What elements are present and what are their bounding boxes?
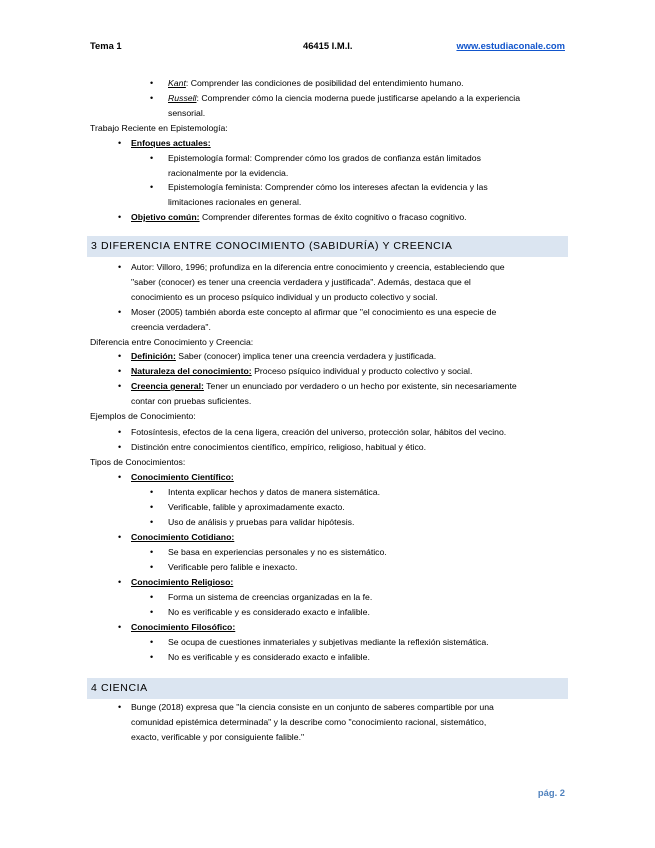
moser-item-cont: creencia verdadera".: [131, 322, 211, 332]
belief-item-cont: contar con pruebas suficientes.: [131, 396, 252, 406]
bullet-icon: •: [118, 702, 122, 712]
common-goal-item: Objetivo común: Comprender diferentes formas de éxito cognitivo o fracaso cognitivo.: [131, 212, 467, 222]
nature-item: Naturaleza del conocimiento: Proceso psíquico individual y producto colectivo y social.: [131, 366, 473, 376]
header-website-link[interactable]: www.estudiaconale.com: [456, 40, 565, 51]
philosophical-knowledge-label: Conocimiento Filosófico:: [131, 622, 236, 632]
difference-label: Diferencia entre Conocimiento y Creencia:: [90, 337, 254, 347]
bullet-icon: •: [150, 637, 154, 647]
bullet-icon: •: [118, 212, 122, 222]
examples-label: Ejemplos de Conocimiento:: [90, 411, 196, 421]
scientific-knowledge-label: Conocimiento Científico:: [131, 472, 234, 482]
bullet-icon: •: [118, 381, 122, 391]
bunge-item-cont: exacto, verificable y por consiguiente falible.": [131, 732, 305, 742]
bullet-icon: •: [150, 182, 154, 192]
belief-item: Creencia general: Tener un enunciado por verdadero o un hecho por existente, sin necesariamente: [131, 381, 517, 391]
scientific-item: Verificable, falible y aproximadamente exacto.: [168, 502, 345, 512]
page-number: pág. 2: [537, 787, 565, 798]
philosophical-item: No es verificable y es considerado exacto e infalible.: [168, 652, 370, 662]
bullet-icon: •: [150, 562, 154, 572]
bullet-icon: •: [150, 607, 154, 617]
bullet-icon: •: [150, 487, 154, 497]
kant-name: Kant: [168, 78, 186, 88]
russell-text: : Comprender cómo la ciencia moderna puede justificarse apelando a la experiencia: [196, 93, 521, 103]
bullet-icon: •: [118, 427, 122, 437]
bunge-item: Bunge (2018) expresa que "la ciencia consiste en un conjunto de saberes compartible por una: [131, 702, 494, 712]
bullet-icon: •: [118, 472, 122, 482]
feminist-epistemology-cont: limitaciones racionales en general.: [168, 197, 302, 207]
villoro-item-cont: "saber (conocer) es tener una creencia verdadera y justificada". Además, destaca que el: [131, 277, 471, 287]
russell-item: [168, 93, 520, 104]
philosophical-item: Se ocupa de cuestiones inmateriales y subjetivas mediante la reflexión sistemática.: [168, 637, 489, 647]
religious-knowledge-label: Conocimiento Religioso:: [131, 577, 234, 587]
bullet-icon: •: [150, 592, 154, 602]
religious-item: Forma un sistema de creencias organizadas en la fe.: [168, 592, 373, 602]
bullet-icon: •: [118, 262, 122, 272]
daily-item: Se basa en experiencias personales y no es sistemático.: [168, 547, 387, 557]
bullet-icon: •: [118, 442, 122, 452]
definition-item: Definición: Saber (conocer) implica tener una creencia verdadera y justificada.: [131, 351, 437, 361]
bullet-icon: •: [150, 78, 154, 88]
kant-text: : Comprender las condiciones de posibilidad del entendimiento humano.: [185, 78, 464, 88]
bullet-icon: •: [118, 351, 122, 361]
kant-item: [168, 78, 464, 89]
example-item: Distinción entre conocimientos científico, empírico, religioso, habitual y ético.: [131, 442, 427, 452]
example-item: Fotosíntesis, efectos de la cena ligera, creación del universo, protección solar, hábitos del vecino.: [131, 427, 507, 437]
bullet-icon: •: [118, 622, 122, 632]
formal-epistemology: Epistemología formal: Comprender cómo los grados de confianza están limitados: [168, 153, 481, 163]
feminist-epistemology: Epistemología feminista: Comprender cómo los intereses afectan la evidencia y las: [168, 182, 488, 192]
types-label: Tipos de Conocimientos:: [90, 457, 186, 467]
bullet-icon: •: [118, 138, 122, 148]
bunge-item-cont: comunidad epistémica determinada" y la describe como "conocimiento racional, sistemático,: [131, 717, 487, 727]
section-heading-4: 4 CIENCIA: [87, 678, 568, 699]
russell-text-cont: sensorial.: [168, 108, 206, 118]
recent-work-label: Trabajo Reciente en Epistemología:: [90, 123, 228, 133]
section-heading-3: 3 DIFERENCIA ENTRE CONOCIMIENTO (SABIDURÍA) Y CREENCIA: [87, 236, 568, 257]
bullet-icon: •: [150, 502, 154, 512]
bullet-icon: •: [118, 577, 122, 587]
bullet-icon: •: [150, 517, 154, 527]
religious-item: No es verificable y es considerado exacto e infalible.: [168, 607, 370, 617]
bullet-icon: •: [150, 547, 154, 557]
scientific-item: Intenta explicar hechos y datos de manera sistemática.: [168, 487, 380, 497]
page-header: [90, 40, 565, 54]
bullet-icon: •: [118, 366, 122, 376]
approaches-label: Enfoques actuales:: [131, 138, 211, 148]
scientific-item: Uso de análisis y pruebas para validar hipótesis.: [168, 517, 355, 527]
header-course-code: 46415 I.M.I.: [303, 40, 353, 51]
formal-epistemology-cont: racionalmente por la evidencia.: [168, 168, 289, 178]
bullet-icon: •: [150, 93, 154, 103]
moser-item: Moser (2005) también aborda este concepto al afirmar que "el conocimiento es una especie de: [131, 307, 497, 317]
header-topic: Tema 1: [90, 40, 122, 51]
daily-item: Verificable pero falible e inexacto.: [168, 562, 298, 572]
bullet-icon: •: [118, 532, 122, 542]
bullet-icon: •: [150, 652, 154, 662]
villoro-item: Autor: Villoro, 1996; profundiza en la diferencia entre conocimiento y creencia, estableciendo que: [131, 262, 505, 272]
russell-name: Russell: [168, 93, 197, 103]
daily-knowledge-label: Conocimiento Cotidiano:: [131, 532, 235, 542]
bullet-icon: •: [150, 153, 154, 163]
bullet-icon: •: [118, 307, 122, 317]
villoro-item-cont: conocimiento es un proceso psíquico individual y un producto colectivo y social.: [131, 292, 438, 302]
